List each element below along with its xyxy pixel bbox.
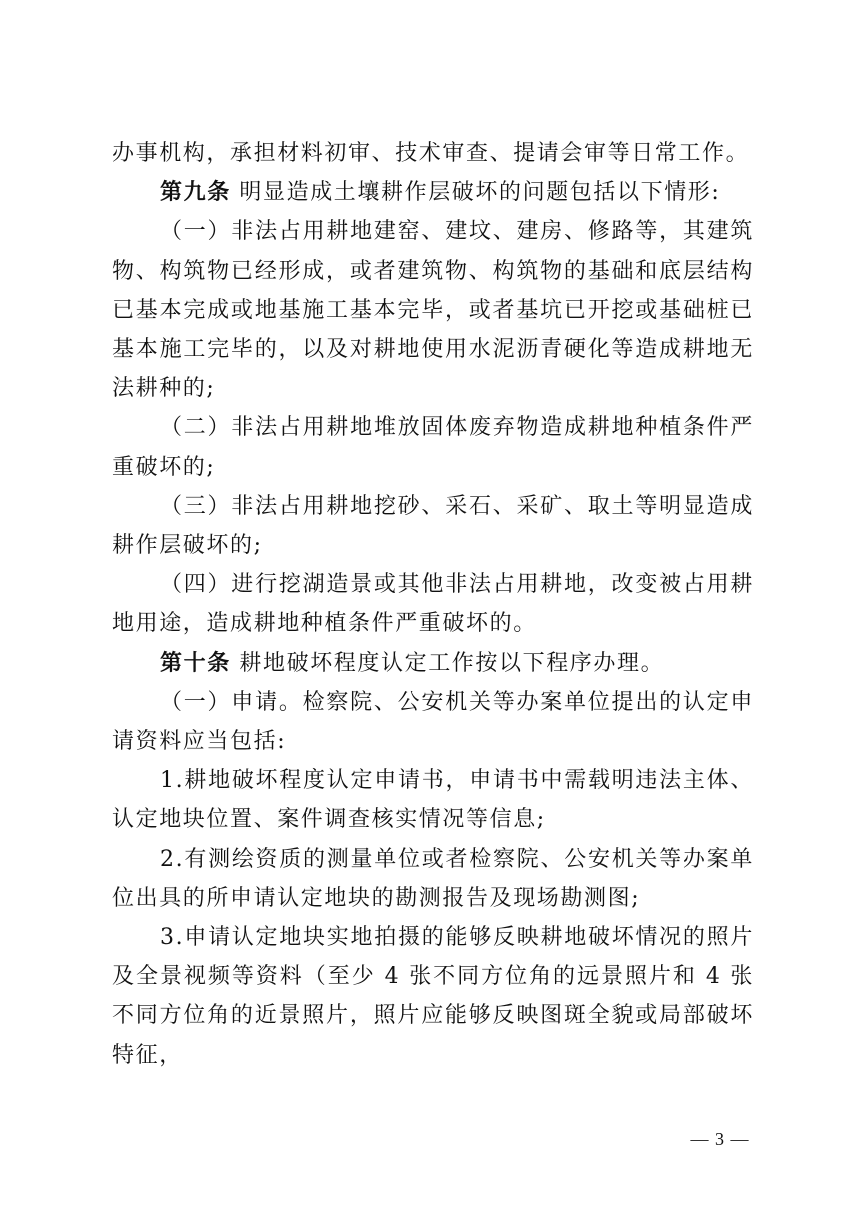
paragraph-text: 2.有测绘资质的测量单位或者检察院、公安机关等办案单位出具的所申请认定地块的勘测报告及现场勘测图; bbox=[112, 846, 754, 911]
article-10-text: 耕地破坏程度认定工作按以下程序办理。 bbox=[230, 650, 665, 676]
article-10-label: 第十条 bbox=[160, 650, 231, 676]
document-body bbox=[112, 134, 754, 1075]
paragraph-text: （一）非法占用耕地建窑、建坟、建房、修路等，其建筑物、构筑物已经形成，或者建筑物、构筑物的基础和底层结构已基本完成或地基施工基本完毕，或者基坑已开挖或基础桩已基本施工完毕的，以及对耕地使用水泥沥青硬化等造成耕地无法耕种的; bbox=[112, 219, 754, 402]
paragraph-text: 1.耕地破坏程度认定申请书，申请书中需载明违法主体、认定地块位置、案件调查核实情况等信息; bbox=[112, 768, 754, 833]
article-9-item-3 bbox=[112, 487, 754, 565]
article-9-heading bbox=[112, 173, 754, 212]
paragraph-text: （四）进行挖湖造景或其他非法占用耕地，改变被占用耕地用途，造成耕地种植条件严重破坏的。 bbox=[112, 572, 754, 637]
article-9-item-2 bbox=[112, 408, 754, 486]
page-number: — 3 — bbox=[690, 1129, 750, 1149]
paragraph-text: （三）非法占用耕地挖砂、采石、采矿、取土等明显造成耕作层破坏的; bbox=[112, 493, 754, 559]
paragraph-text: （二）非法占用耕地堆放固体废弃物造成耕地种植条件严重破坏的; bbox=[112, 415, 754, 480]
requirement-3 bbox=[112, 918, 754, 1075]
paragraph-text: 3.申请认定地块实地拍摄的能够反映耕地破坏情况的照片及全景视频等资料（至少 4 张不同方位角的远景照片和 4 张不同方位角的近景照片，照片应能够反映图斑全貌或局部破坏特征， bbox=[112, 925, 754, 1068]
requirement-1 bbox=[112, 761, 754, 839]
article-10-item-1 bbox=[112, 683, 754, 761]
article-9-label: 第九条 bbox=[160, 180, 231, 206]
requirement-2 bbox=[112, 840, 754, 918]
paragraph-office-duties bbox=[112, 134, 754, 173]
paragraph-text: 办事机构，承担材料初审、技术审查、提请会审等日常工作。 bbox=[112, 141, 750, 166]
article-9-item-1 bbox=[112, 212, 754, 408]
article-9-text: 明显造成土壤耕作层破坏的问题包括以下情形: bbox=[230, 180, 721, 206]
article-9-item-4 bbox=[112, 565, 754, 643]
article-10-heading bbox=[112, 644, 754, 683]
paragraph-text: （一）申请。检察院、公安机关等办案单位提出的认定申请资料应当包括: bbox=[112, 689, 754, 755]
